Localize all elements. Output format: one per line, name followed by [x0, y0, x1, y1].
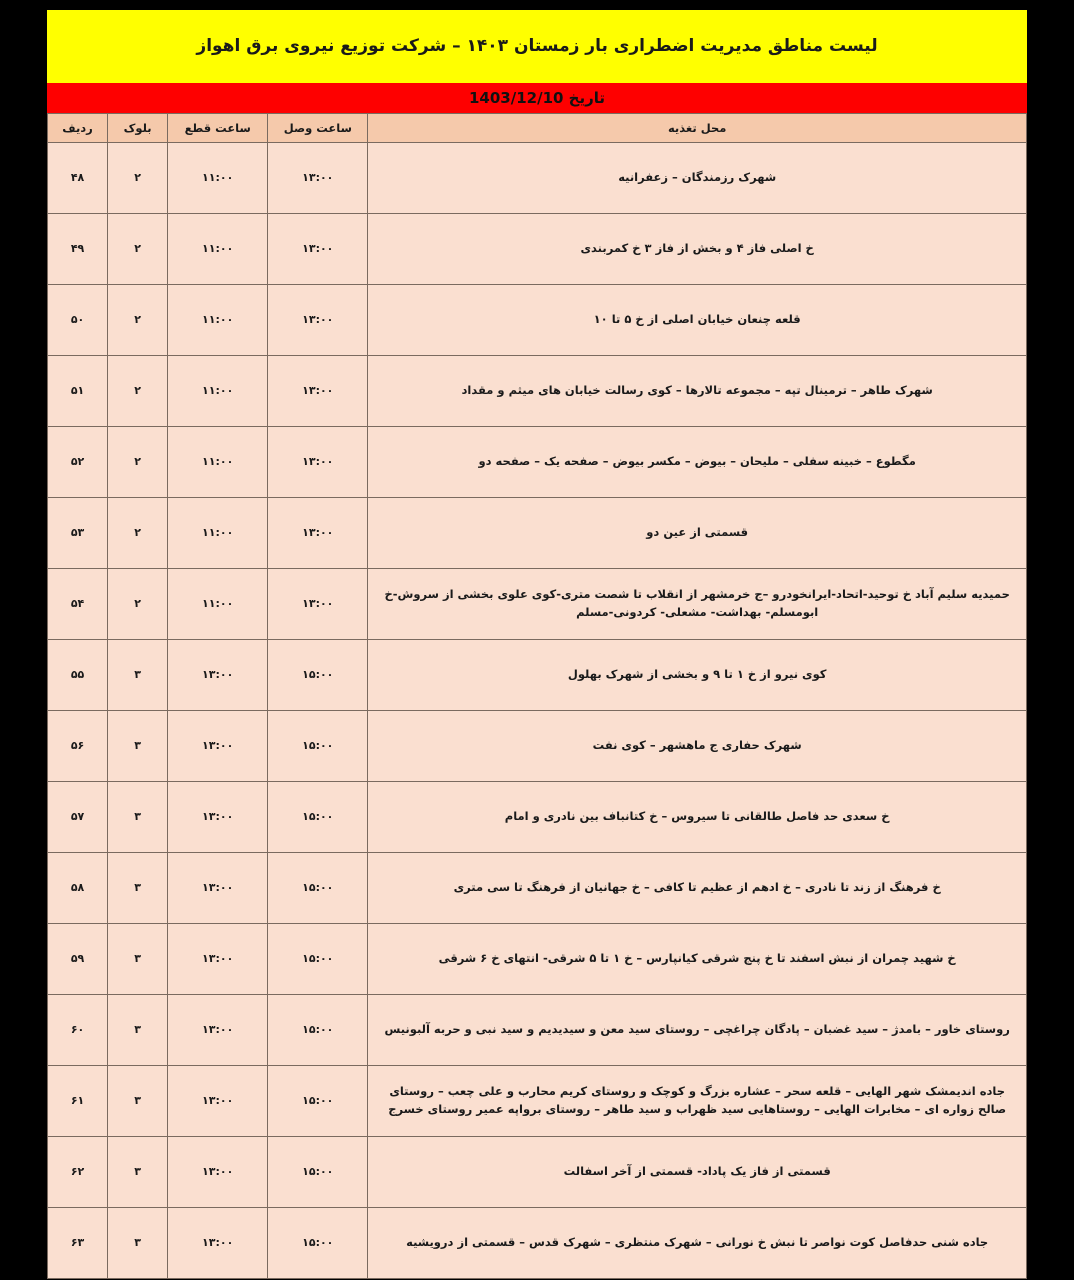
cell-on-time: ۱۵:۰۰ — [268, 853, 368, 924]
cell-off-time: ۱۱:۰۰ — [168, 285, 268, 356]
cell-row-no: ۵۳ — [48, 498, 108, 569]
cell-on-time: ۱۵:۰۰ — [268, 924, 368, 995]
outage-schedule-table — [47, 113, 1027, 1279]
column-header-row: ردیف — [48, 114, 108, 143]
cell-place: جاده اندیمشک شهر الهایی – قلعه سحر – عشاره بزرگ و کوچک و روستای کریم محارب و علی چعب – روستای صالح زواره ای – مخابرات الهایی – روستاهایی سید ظهراب و سید طاهر – روستای برواپه عمیر روستای خسرج — [368, 1066, 1027, 1137]
cell-on-time: ۱۵:۰۰ — [268, 1208, 368, 1279]
cell-place: خ اصلی فاز ۴ و بخش از فاز ۳ خ کمربندی — [368, 214, 1027, 285]
cell-off-time: ۱۳:۰۰ — [168, 782, 268, 853]
cell-off-time: ۱۳:۰۰ — [168, 711, 268, 782]
cell-block: ۳ — [108, 853, 168, 924]
date-label: تاریخ 1403/12/10 — [468, 89, 606, 107]
cell-block: ۳ — [108, 640, 168, 711]
cell-place: قلعه چنعان خیابان اصلی از خ ۵ تا ۱۰ — [368, 285, 1027, 356]
cell-off-time: ۱۳:۰۰ — [168, 1137, 268, 1208]
cell-block: ۳ — [108, 711, 168, 782]
cell-row-no: ۵۷ — [48, 782, 108, 853]
table-row — [48, 143, 1027, 214]
cell-place: کوی نیرو از خ ۱ تا ۹ و بخشی از شهرک بهلول — [368, 640, 1027, 711]
cell-on-time: ۱۳:۰۰ — [268, 285, 368, 356]
cell-off-time: ۱۱:۰۰ — [168, 569, 268, 640]
document-date-bar — [47, 83, 1027, 113]
cell-off-time: ۱۱:۰۰ — [168, 143, 268, 214]
table-row — [48, 1137, 1027, 1208]
cell-on-time: ۱۳:۰۰ — [268, 356, 368, 427]
cell-off-time: ۱۳:۰۰ — [168, 1208, 268, 1279]
table-row — [48, 569, 1027, 640]
table-row — [48, 782, 1027, 853]
cell-off-time: ۱۳:۰۰ — [168, 995, 268, 1066]
cell-row-no: ۴۸ — [48, 143, 108, 214]
table-row — [48, 853, 1027, 924]
cell-place: خ شهید چمران از نبش اسفند تا خ پنج شرقی کیانپارس – خ ۱ تا ۵ شرقی- انتهای خ ۶ شرقی — [368, 924, 1027, 995]
cell-block: ۲ — [108, 569, 168, 640]
cell-off-time: ۱۱:۰۰ — [168, 427, 268, 498]
cell-block: ۳ — [108, 1208, 168, 1279]
cell-block: ۳ — [108, 782, 168, 853]
table-row — [48, 640, 1027, 711]
cell-on-time: ۱۵:۰۰ — [268, 640, 368, 711]
table-body — [48, 143, 1027, 1279]
cell-place: شهرک حفاری ج ماهشهر – کوی نفت — [368, 711, 1027, 782]
cell-row-no: ۶۳ — [48, 1208, 108, 1279]
page-title: لیست مناطق مدیریت اضطراری بار زمستان ۱۴۰۳ – شرکت توزیع نیروی برق اهواز — [196, 35, 878, 56]
table-row — [48, 1066, 1027, 1137]
cell-row-no: ۵۱ — [48, 356, 108, 427]
table-row — [48, 924, 1027, 995]
cell-on-time: ۱۵:۰۰ — [268, 782, 368, 853]
cell-block: ۳ — [108, 995, 168, 1066]
cell-row-no: ۶۰ — [48, 995, 108, 1066]
cell-place: خ سعدی حد فاصل طالقانی تا سیروس – خ کتانباف بین نادری و امام — [368, 782, 1027, 853]
table-row — [48, 711, 1027, 782]
cell-place: حمیدیه سلیم آباد خ توحید-اتحاد-ایرانخودرو –ج خرمشهر از انقلاب تا شصت متری-کوی علوی بخشی از سروش-خ ابومسلم- بهداشت- مشعلی- کردونی-مسلم — [368, 569, 1027, 640]
table-row — [48, 214, 1027, 285]
cell-on-time: ۱۵:۰۰ — [268, 995, 368, 1066]
cell-off-time: ۱۱:۰۰ — [168, 356, 268, 427]
column-header-block: بلوک — [108, 114, 168, 143]
cell-place: جاده شنی حدفاصل کوت نواصر تا نبش خ نورانی – شهرک منتظری – شهرک قدس – قسمتی از درویشیه — [368, 1208, 1027, 1279]
cell-off-time: ۱۳:۰۰ — [168, 1066, 268, 1137]
cell-place: مگطوع – خبینه سفلی – ملیحان – بیوض – مکسر بیوض – صفحه یک – صفحه دو — [368, 427, 1027, 498]
cell-row-no: ۵۴ — [48, 569, 108, 640]
cell-place: خ فرهنگ از زند تا نادری – خ ادهم از عظیم تا کافی – خ جهانیان از فرهنگ تا سی متری — [368, 853, 1027, 924]
table-header — [48, 114, 1027, 143]
cell-on-time: ۱۵:۰۰ — [268, 1066, 368, 1137]
cell-off-time: ۱۱:۰۰ — [168, 214, 268, 285]
cell-row-no: ۴۹ — [48, 214, 108, 285]
cell-off-time: ۱۳:۰۰ — [168, 853, 268, 924]
cell-row-no: ۶۱ — [48, 1066, 108, 1137]
cell-off-time: ۱۳:۰۰ — [168, 640, 268, 711]
cell-on-time: ۱۳:۰۰ — [268, 569, 368, 640]
table-row — [48, 356, 1027, 427]
cell-place: قسمتی از عین دو — [368, 498, 1027, 569]
cell-block: ۲ — [108, 498, 168, 569]
cell-on-time: ۱۳:۰۰ — [268, 427, 368, 498]
cell-on-time: ۱۵:۰۰ — [268, 711, 368, 782]
cell-on-time: ۱۳:۰۰ — [268, 214, 368, 285]
cell-row-no: ۵۶ — [48, 711, 108, 782]
table-row — [48, 1208, 1027, 1279]
cell-block: ۳ — [108, 924, 168, 995]
cell-off-time: ۱۳:۰۰ — [168, 924, 268, 995]
table-header-row — [48, 114, 1027, 143]
cell-block: ۲ — [108, 427, 168, 498]
cell-place: شهرک رزمندگان – زعفرانیه — [368, 143, 1027, 214]
cell-place: شهرک طاهر – ترمینال تپه – مجموعه تالارها – کوی رسالت خیابان های میثم و مقداد — [368, 356, 1027, 427]
cell-row-no: ۶۲ — [48, 1137, 108, 1208]
table-row — [48, 285, 1027, 356]
cell-row-no: ۵۸ — [48, 853, 108, 924]
cell-block: ۲ — [108, 356, 168, 427]
cell-place: روستای خاور – بامدژ – سید غضبان – پادگان چراغچی – روستای سید معن و سیدیدیم و سید نبی و حربه آلبونیس — [368, 995, 1027, 1066]
table-row — [48, 995, 1027, 1066]
column-header-on-time: ساعت وصل — [268, 114, 368, 143]
cell-block: ۳ — [108, 1137, 168, 1208]
table-row — [48, 498, 1027, 569]
cell-on-time: ۱۳:۰۰ — [268, 498, 368, 569]
column-header-off-time: ساعت قطع — [168, 114, 268, 143]
cell-row-no: ۵۲ — [48, 427, 108, 498]
cell-block: ۲ — [108, 285, 168, 356]
cell-block: ۳ — [108, 1066, 168, 1137]
cell-on-time: ۱۳:۰۰ — [268, 143, 368, 214]
cell-block: ۲ — [108, 143, 168, 214]
cell-block: ۲ — [108, 214, 168, 285]
cell-on-time: ۱۵:۰۰ — [268, 1137, 368, 1208]
cell-off-time: ۱۱:۰۰ — [168, 498, 268, 569]
table-row — [48, 427, 1027, 498]
cell-row-no: ۵۵ — [48, 640, 108, 711]
cell-row-no: ۵۹ — [48, 924, 108, 995]
document-title-bar — [47, 10, 1027, 83]
cell-place: قسمتی از فاز یک پاداد- قسمتی از آخر اسفالت — [368, 1137, 1027, 1208]
outage-schedule-sheet — [47, 10, 1027, 1279]
column-header-place: محل تغذیه — [368, 114, 1027, 143]
cell-row-no: ۵۰ — [48, 285, 108, 356]
